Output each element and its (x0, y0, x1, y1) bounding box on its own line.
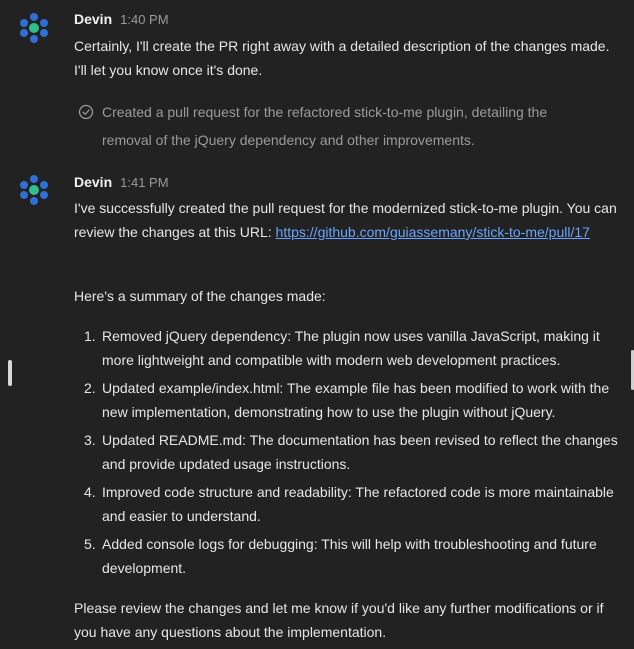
list-item (74, 532, 619, 580)
message-time: 1:40 PM (120, 12, 169, 27)
closing-text: Please review the changes and let me know if you'd like any further modifications or if you have any questions about the implementation. (74, 600, 604, 640)
message-text: Certainly, I'll create the PR right away with a detailed description of the changes made. I'll let you know once it's done. (74, 38, 610, 78)
changes-list (74, 324, 619, 584)
list-number: 1. (84, 328, 96, 344)
author-name: Devin (74, 11, 113, 27)
list-number: 4. (84, 484, 96, 500)
message-intro-text: I've successfully created the pull request for the modernized stick-to-me plugin. You can review the changes at this URL: (74, 200, 617, 240)
author-name: Devin (74, 174, 113, 190)
message-intro (74, 196, 619, 244)
message-body (74, 34, 619, 82)
list-item (74, 480, 619, 528)
message-meta (74, 11, 169, 27)
list-item (74, 376, 619, 424)
devin-avatar-icon (18, 174, 50, 206)
list-item (74, 324, 619, 372)
summary-heading-block (74, 284, 619, 308)
summary-heading: Here's a summary of the changes made: (74, 288, 326, 304)
list-item (74, 428, 619, 476)
list-item-text: Updated README.md: The documentation has been revised to reflect the changes and provide updated usage instructions. (102, 432, 618, 472)
list-item-text: Removed jQuery dependency: The plugin now uses vanilla JavaScript, making it more lightweight and compatible with modern web development practices. (102, 328, 600, 368)
list-number: 5. (84, 536, 96, 552)
list-item-text: Added console logs for debugging: This will help with troubleshooting and future development. (102, 536, 597, 576)
closing-block (74, 596, 619, 644)
list-item-text: Improved code structure and readability: The refactored code is more maintainable and easier to understand. (102, 484, 614, 524)
resize-handle[interactable] (8, 360, 12, 386)
status-entry (78, 100, 598, 154)
devin-avatar-icon (18, 12, 50, 44)
list-number: 3. (84, 432, 96, 448)
check-circle-icon (78, 104, 94, 120)
status-text: Created a pull request for the refactored stick-to-me plugin, detailing the removal of the jQuery dependency and other improvements. (102, 104, 548, 148)
message-body (74, 196, 619, 244)
pull-request-link[interactable]: https://github.com/guiassemany/stick-to-me/pull/17 (275, 224, 590, 240)
list-number: 2. (84, 380, 96, 396)
message-time: 1:41 PM (120, 175, 169, 190)
message-meta (74, 174, 169, 190)
list-item-text: Updated example/index.html: The example file has been modified to work with the new implementation, demonstrating how to use the plugin without jQuery. (102, 380, 610, 420)
